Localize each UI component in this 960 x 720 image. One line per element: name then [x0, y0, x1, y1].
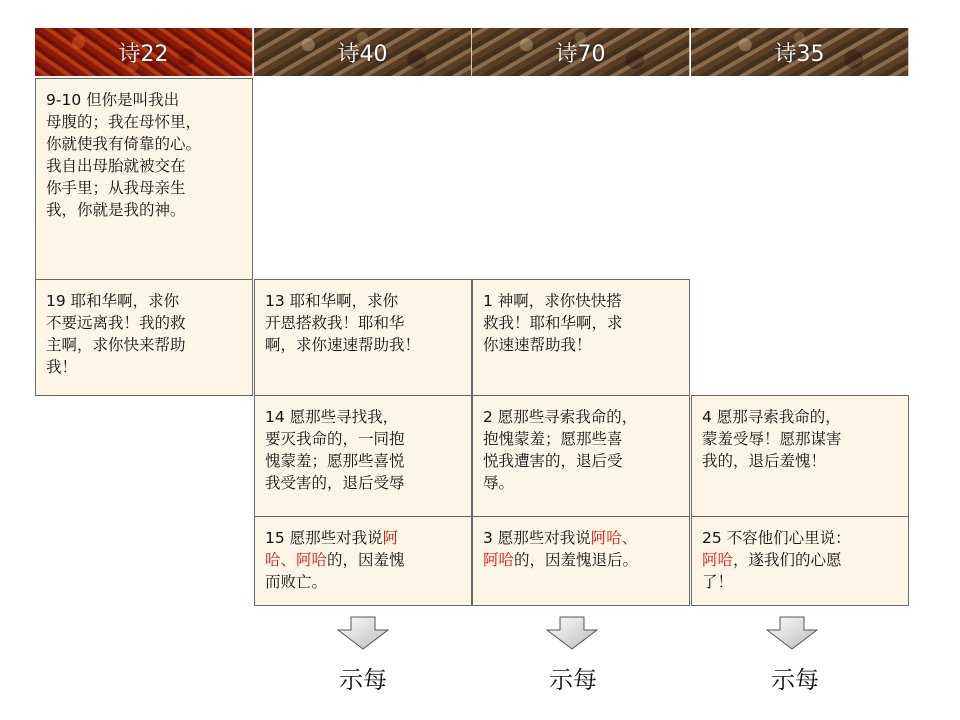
- down-arrow-icon: [766, 616, 818, 650]
- cell-ps35-verse-4: 4 愿那寻索我命的， 蒙羞受辱！愿那谋害 我的，退后羞愧！: [691, 395, 909, 517]
- aha-highlight: 阿哈、 阿哈: [483, 529, 638, 569]
- header-ps35-label: 诗35: [774, 41, 825, 67]
- verse-text: 25 不容他们心里说：: [702, 529, 851, 547]
- cell-ps35-verse-25: [691, 516, 909, 606]
- footer-label-shimei: 示每: [771, 666, 819, 694]
- verse-text: 的，因羞愧退后。: [514, 551, 639, 569]
- cell-ps40-verse-15: [254, 516, 472, 606]
- verse-text: ，遂我们的心愿 了！: [702, 551, 842, 591]
- header-ps70: [472, 28, 690, 76]
- aha-highlight: 阿 哈、阿哈: [265, 529, 399, 569]
- down-arrow-icon: [546, 616, 598, 650]
- footer-label-shimei: 示每: [339, 666, 387, 694]
- cell-ps70-verse-3: [472, 516, 690, 606]
- cell-ps70-verse-1: 1 神啊，求你快快搭 救我！耶和华啊，求 你速速帮助我！: [472, 279, 690, 396]
- cell-ps40-verse-13: 13 耶和华啊，求你 开恩搭救我！耶和华 啊，求你速速帮助我！: [254, 279, 472, 396]
- verse-text: 的，因羞愧 而败亡。: [265, 551, 405, 591]
- cell-ps22-verse-9-10: 9-10 但你是叫我出 母腹的；我在母怀里， 你就使我有倚靠的心。 我自出母胎就被交在 你手里；从我母亲生 我，你就是我的神。: [35, 78, 253, 280]
- cell-ps22-verse-19: 19 耶和华啊，求你 不要远离我！我的救 主啊，求你快来帮助 我！: [35, 279, 253, 396]
- aha-highlight: 阿哈: [702, 551, 734, 569]
- cell-ps40-verse-14: 14 愿那些寻找我， 要灭我命的，一同抱 愧蒙羞；愿那些喜悦 我受害的，退后受辱: [254, 395, 472, 517]
- verse-text: 3 愿那些对我说: [483, 529, 591, 547]
- header-ps22: [35, 28, 253, 76]
- header-ps40: [254, 28, 472, 76]
- header-ps70-label: 诗70: [555, 41, 606, 67]
- cell-ps70-verse-2: 2 愿那些寻索我命的， 抱愧蒙羞；愿那些喜 悦我遭害的，退后受 辱。: [472, 395, 690, 517]
- header-ps40-label: 诗40: [337, 41, 388, 67]
- verse-text: 15 愿那些对我说: [265, 529, 383, 547]
- header-ps22-label: 诗22: [118, 41, 169, 67]
- footer-label-shimei: 示每: [549, 666, 597, 694]
- header-ps35: [691, 28, 909, 76]
- down-arrow-icon: [337, 616, 389, 650]
